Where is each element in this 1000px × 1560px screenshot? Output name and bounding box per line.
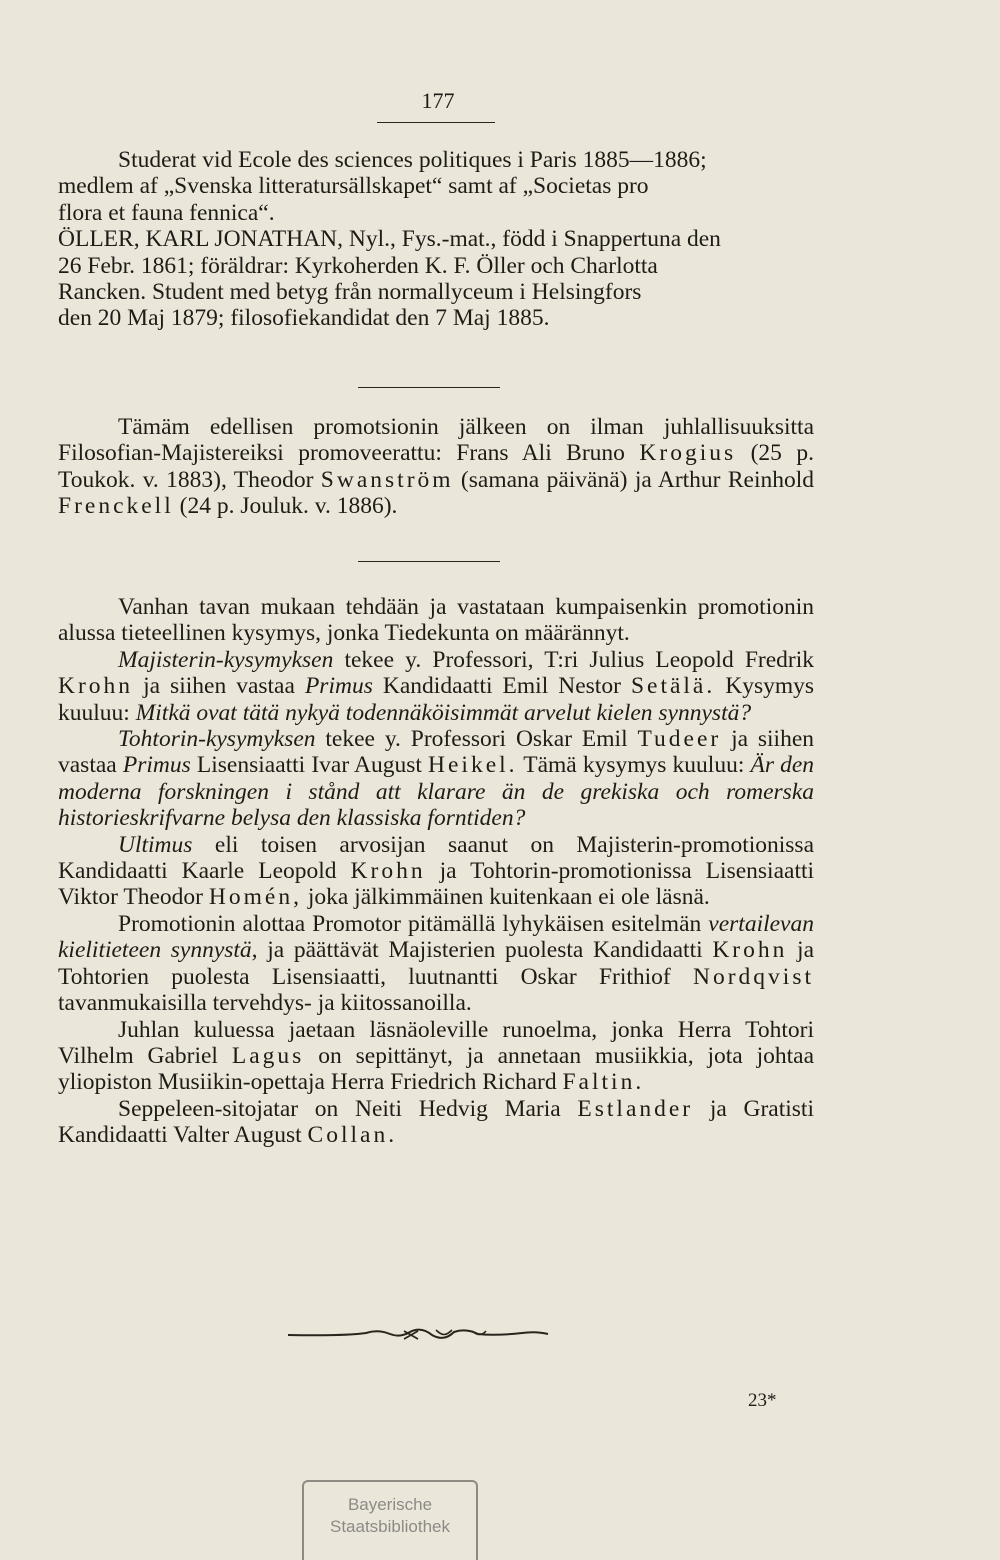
text: Majisterin-kysymyksen [118,646,334,673]
name-krohn: Krohn [58,673,134,700]
text: tavanmukaisilla tervehdys- ja kiitossanoilla. [58,990,472,1017]
text: ja siihen vastaa [58,726,815,779]
text: Tämä kysymys kuuluu: [523,752,745,779]
paragraph [58,832,814,911]
text: Tohtorin-kysymyksen [118,726,316,753]
text: Kandidaatti Emil Nestor [382,673,621,700]
paragraph [58,647,814,726]
paragraph [58,1017,814,1096]
paragraph [58,726,814,832]
paragraph [58,911,814,1017]
text: Seppeleen-sitojatar on Neiti Hedvig Maria [118,1095,561,1122]
text: tekee y. Professori, T:ri Julius Leopold Fredrik [344,646,815,673]
text-line: den 20 Maj 1879; filosofiekandidat den 7 Maj 1885. [58,305,550,332]
name-faltin: Faltin. [562,1069,645,1096]
paragraph [58,414,814,520]
name-lagus: Lagus [231,1042,305,1069]
name-homen: Homén, [208,884,302,911]
name-swanstrom: Swanström [320,466,454,493]
paragraph [58,1096,814,1149]
text: ja päättävät Majisterien puolesta Kandidaatti [267,937,703,964]
text: Primus [122,752,191,779]
name-heikel: Heikel. [428,752,518,779]
text-line: Rancken. Student med betyg från normallyceum i Helsingfors [58,279,642,306]
text: eli toisen arvosijan saanut on Majisterin-promotionissa Kandidaatti Kaarle Leopold [58,831,814,885]
promotion-notice [58,414,814,520]
paragraph: Vanhan tavan mukaan tehdään ja vastataan kumpaisenkin promotionin alussa tieteellinen kysymys, jonka Tiedekunta on määrännyt. [58,594,814,647]
name-nordqvist: Nordqvist [693,963,815,990]
text-line: 26 Febr. 1861; föräldrar: Kyrkoherden K. F. Öller och Charlotta [58,252,658,279]
name-krogius: Krogius [639,440,737,467]
text-line: Studerat vid Ecole des sciences politiques i Paris 1885—1886; [118,147,707,173]
text-line: medlem af „Svenska litteratursällskapet“ samt af „Societas pro [58,173,649,200]
text-line: ÖLLER, KARL JONATHAN, Nyl., Fys.-mat., född i Snappertuna den [58,226,721,253]
text: Juhlan kuluessa jaetaan läsnäoleville runoelma, jonka Herra Tohtori Vilhelm Gabriel [58,1016,814,1069]
text: (25 p. Toukok. v. 1883), Theodor [58,440,815,493]
ornament-divider [286,1322,556,1348]
text: on sepittänyt, ja annetaan musiikkia, jota johtaa yliopiston Musiikin-opettaja Herra Friedrich Richard [58,1042,815,1096]
text: ja Gratisti Kandidaatti Valter August [58,1095,814,1149]
text: vertailevan kielitieteen synnystä, [58,910,814,964]
ceremony-text [58,594,814,1149]
text: tekee y. Professori Oskar Emil [325,726,628,753]
text: (samana päivänä) ja Arthur Reinhold [460,466,815,493]
text-line: flora et fauna fennica“. [58,199,275,226]
text: Primus [304,673,373,700]
text: Lisensiaatti Ivar August [196,752,422,779]
name-setala: Setälä. [630,673,716,700]
name-krohn: Krohn [350,858,426,885]
section-divider [358,387,500,388]
section-divider [358,561,500,562]
name-krohn: Krohn [712,937,788,964]
text: ja siihen vastaa [143,673,295,700]
name-collan: Collan. [307,1122,398,1149]
entry-oller [58,147,814,332]
sheet-number: 23* [748,1390,777,1411]
stamp-line: Staatsbibliothek [329,1517,451,1536]
text: joka jälkimmäinen kuitenkaan ei ole läsnä. [307,884,710,911]
text: Promotionin alottaa Promotor pitämällä lyhykäisen esitelmän [118,910,702,937]
page-number: 177 [421,88,455,113]
text: ja Tohtorin-promotionissa Lisensiaatti Viktor Theodor [58,858,815,911]
name-estlander: Estlander [577,1095,694,1122]
library-stamp [302,1480,478,1560]
text: Kysymys kuuluu: [58,673,815,726]
text: ja Tohtorien puolesta Lisensiaatti, luutnantti Oskar Frithiof [58,937,815,990]
name-frenckell: Frenckell [58,493,174,520]
text: Ultimus [118,831,193,858]
header-rule [377,122,495,123]
name-tudeer: Tudeer [637,726,722,753]
question-text: Mitkä ovat tätä nykyä todennäköisimmät arvelut kielen synnystä? [135,699,752,726]
text: (24 p. Jouluk. v. 1886). [179,493,398,520]
text: Tämäm edellisen promotsionin jälkeen on ilman juhlallisuuksitta Filosofian-Majistereiksi promoveerattu: Frans Ali Bruno [58,414,814,467]
stamp-line: Bayerische [347,1495,433,1514]
question-text: Är den moderna forskningen i stånd att klarare än de grekiska och romerska historieskrifvarne belysa den klassiska forntiden? [58,752,815,832]
